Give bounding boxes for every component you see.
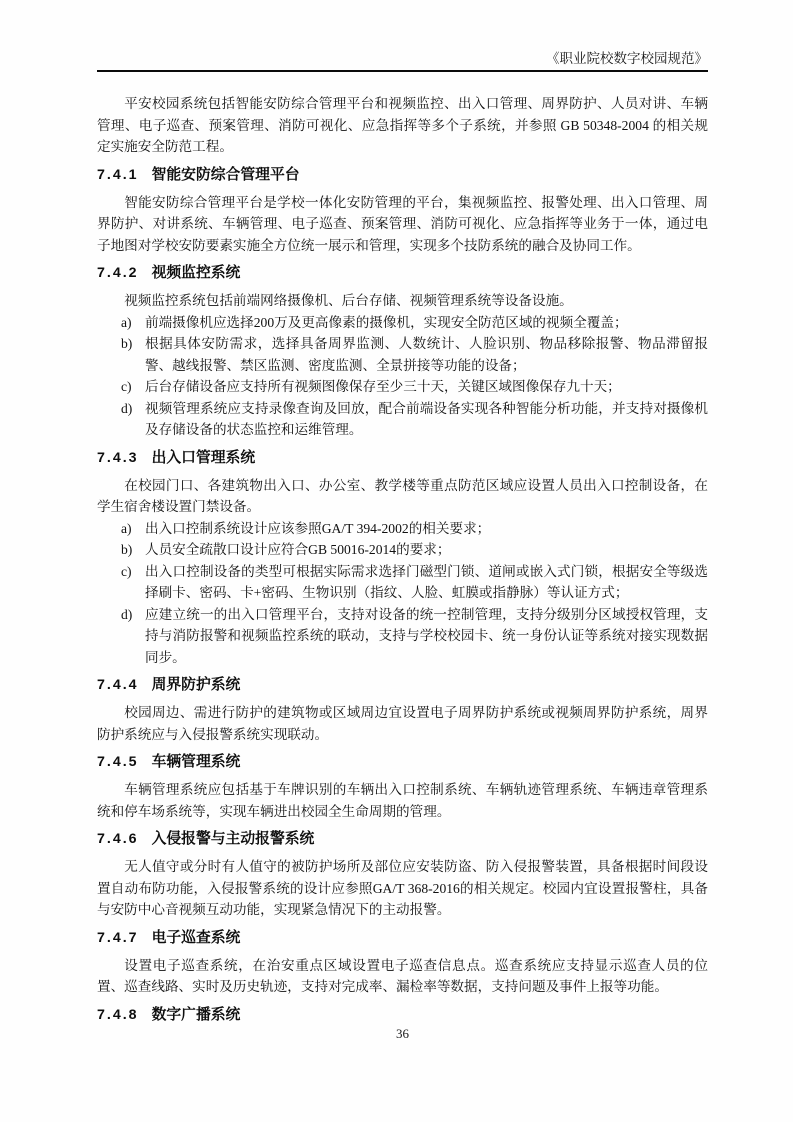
section-title: 入侵报警与主动报警系统 [151, 831, 315, 847]
section-heading [97, 752, 708, 773]
list-item-label: a) [121, 314, 132, 330]
section-paragraph: 校园周边、需进行防护的建筑物或区域周边宜设置电子周界防护系统或视频周界防护系统，周界防护系统应与入侵报警系统实现联动。 [97, 705, 708, 742]
section-title: 视频监控系统 [151, 265, 241, 281]
list-item-label: d) [121, 606, 133, 622]
section-number: 7.4.8 [97, 1006, 139, 1023]
section [97, 675, 708, 745]
list-item-label: b) [121, 336, 133, 351]
section-heading [97, 448, 708, 469]
sections-container [97, 165, 708, 1026]
section-title: 周界防护系统 [151, 677, 241, 693]
header-title: 《职业院校数字校园规范》 [546, 51, 708, 66]
list-item-text: 根据具体安防需求，选择具备周界监测、人数统计、人脸识别、物品移除报警、物品滞留报警、越线报警、禁区监测、密度监测、全景拼接等功能的设备； [145, 336, 708, 373]
section-paragraph: 无人值守或分时有人值守的被防护场所及部位应安装防盗、防入侵报警装置，具备根据时间段设置自动布防功能，入侵报警系统的设计应参照GA/T 368-2016的相关规定。校园内宜设置报警柱，具备与安防中心音视频互动功能，实现紧急情况下的主动报警。 [97, 859, 708, 917]
section-title: 智能安防综合管理平台 [151, 166, 300, 183]
page-number: 36 [396, 1026, 409, 1041]
list-item-text: 后台存储设备应支持所有视频图像保存至少三十天，关键区域图像保存九十天； [145, 379, 621, 394]
section [97, 928, 708, 998]
section-number: 7.4.2 [97, 265, 139, 281]
page-content [97, 0, 708, 1032]
section [97, 829, 708, 921]
list-item [97, 561, 708, 604]
section [97, 165, 708, 257]
list-item-label: c) [121, 379, 132, 394]
section-heading [97, 263, 708, 284]
list-item [97, 333, 708, 376]
list-item [97, 312, 708, 334]
section-paragraph: 在校园门口、各建筑物出入口、办公室、教学楼等重点防范区域应设置人员出入口控制设备，在学生宿舍楼设置门禁设备。 [97, 477, 708, 514]
list-item [97, 376, 708, 398]
section-heading [97, 928, 708, 949]
page-header [97, 0, 708, 72]
section-title: 数字广播系统 [151, 1006, 241, 1023]
list-item-label: a) [121, 520, 132, 536]
section-number: 7.4.5 [97, 754, 139, 770]
list-item-text: 人员安全疏散口设计应符合GB 50016-2014的要求； [145, 542, 451, 557]
section-number: 7.4.7 [97, 929, 139, 946]
list-item-label: c) [121, 563, 132, 579]
list-item-text: 应建立统一的出入口管理平台，支持对设备的统一控制管理，支持分级别分区域授权管理，支持与消防报警和视频监控系统的联动，支持与学校校园卡、统一身份认证等系统对接实现数据同步。 [145, 606, 708, 665]
section-title: 电子巡查系统 [151, 929, 241, 946]
section [97, 752, 708, 822]
list-item [97, 539, 708, 561]
list-item [97, 604, 708, 669]
section-number: 7.4.1 [97, 166, 139, 183]
page-footer [97, 1026, 708, 1042]
section-number: 7.4.3 [97, 449, 139, 466]
list-item-text: 出入口控制设备的类型可根据实际需求选择门磁型门锁、道闸或嵌入式门锁，根据安全等级选择刷卡、密码、卡+密码、生物识别（指纹、人脸、虹膜或指静脉）等认证方式； [145, 563, 708, 600]
list-item-text: 前端摄像机应选择200万及更高像素的摄像机，实现安全防范区域的视频全覆盖； [145, 314, 628, 330]
section-heading [97, 675, 708, 696]
section [97, 263, 708, 441]
list-item-text: 出入口控制系统设计应该参照GA/T 394-2002的相关要求； [145, 520, 491, 536]
document-body [97, 72, 708, 1026]
section-heading [97, 165, 708, 186]
list-item-label: d) [121, 400, 133, 416]
list-item-text: 视频管理系统应支持录像查询及回放，配合前端设备实现各种智能分析功能，并支持对摄像机及存储设备的状态监控和运维管理。 [145, 400, 708, 437]
intro-paragraph: 平安校园系统包括智能安防综合管理平台和视频监控、出入口管理、周界防护、人员对讲、车辆管理、电子巡查、预案管理、消防可视化、应急指挥等多个子系统，并参照 GB 50348-2004 的相关规定实施安全防范工程。 [97, 96, 708, 154]
section-number: 7.4.6 [97, 831, 139, 847]
section-number: 7.4.4 [97, 677, 139, 693]
list-item [97, 518, 708, 540]
section-heading [97, 1005, 708, 1026]
list-item-label: b) [121, 542, 133, 557]
section-heading [97, 829, 708, 850]
section [97, 448, 708, 669]
section-paragraph: 视频监控系统包括前端网络摄像机、后台存储、视频管理系统等设备设施。 [124, 293, 573, 308]
section-paragraph: 车辆管理系统应包括基于车牌识别的车辆出入口控制系统、车辆轨迹管理系统、车辆违章管理系统和停车场系统等，实现车辆进出校园全生命周期的管理。 [97, 782, 708, 819]
section-paragraph: 智能安防综合管理平台是学校一体化安防管理的平台，集视频监控、报警处理、出入口管理、周界防护、对讲系统、车辆管理、电子巡查、预案管理、消防可视化、应急指挥等业务于一体，通过电子地图对学校安防要素实施全方位统一展示和管理，实现多个技防系统的融合及协同工作。 [97, 194, 708, 253]
section-title: 出入口管理系统 [151, 449, 256, 466]
section-title: 车辆管理系统 [151, 754, 241, 770]
section [97, 1005, 708, 1026]
list-item [97, 398, 708, 441]
section-paragraph: 设置电子巡查系统，在治安重点区域设置电子巡查信息点。巡查系统应支持显示巡查人员的位置、巡查线路、实时及历史轨迹，支持对完成率、漏检率等数据，支持问题及事件上报等功能。 [97, 957, 708, 994]
